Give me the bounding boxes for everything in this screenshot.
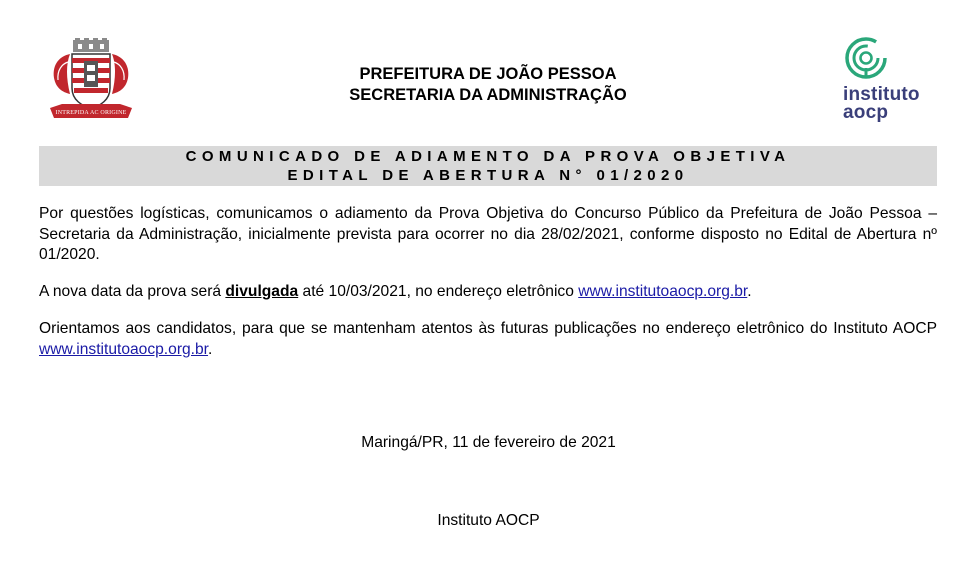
banner-title-line1: COMUNICADO DE ADIAMENTO DA PROVA OBJETIVA xyxy=(185,148,791,165)
para3-text-end: . xyxy=(208,340,213,358)
title-banner xyxy=(39,146,937,186)
header-titles xyxy=(288,64,688,106)
paragraph-adiamento: Por questões logísticas, comunicamos o adiamento da Prova Objetiva do Concurso Público da Prefeitura de João Pessoa – Secretaria da Administração, inicialmente prevista para ocorrer no dia 28/02/2021, conforme disposto no Edital de Abertura nº 01/2020. xyxy=(39,205,937,263)
aocp-wordmark-line2: aocp xyxy=(843,102,889,123)
aocp-wordmark-line1: instituto xyxy=(843,84,920,105)
header-line-secretaria: SECRETARIA DA ADMINISTRAÇÃO xyxy=(349,86,627,104)
para2-bold-divulgada: divulgada xyxy=(225,283,299,300)
para2-text-end: . xyxy=(747,283,752,300)
banner-title-line2: EDITAL DE ABERTURA N° 01/2020 xyxy=(287,167,689,184)
joao-pessoa-crest-logo xyxy=(48,38,134,124)
paragraph-orientacao xyxy=(39,319,937,360)
para3-text-start: Orientamos aos candidatos, para que se mantenham atentos às futuras publicações no endereço eletrônico do Instituto AOCP xyxy=(39,320,937,337)
signature-institution: Instituto AOCP xyxy=(437,512,540,529)
aocp-wordmark xyxy=(843,86,920,122)
aocp-website-link[interactable]: www.institutoaocp.org.br xyxy=(578,283,748,300)
instituto-aocp-logo xyxy=(838,34,938,130)
para2-text-start: A nova data da prova será xyxy=(39,283,226,300)
para2-text-middle: até 10/03/2021, no endereço eletrônico xyxy=(298,283,579,300)
header-line-prefeitura: PREFEITURA DE JOÃO PESSOA xyxy=(359,65,617,83)
paragraph-nova-data xyxy=(39,282,937,303)
place-and-date: Maringá/PR, 11 de fevereiro de 2021 xyxy=(361,434,616,451)
crest-motto: INTREPIDA AC ORIGINE xyxy=(55,110,127,116)
aocp-swirl-icon xyxy=(844,36,888,80)
aocp-website-link-2[interactable]: www.institutoaocp.org.br xyxy=(39,340,209,358)
